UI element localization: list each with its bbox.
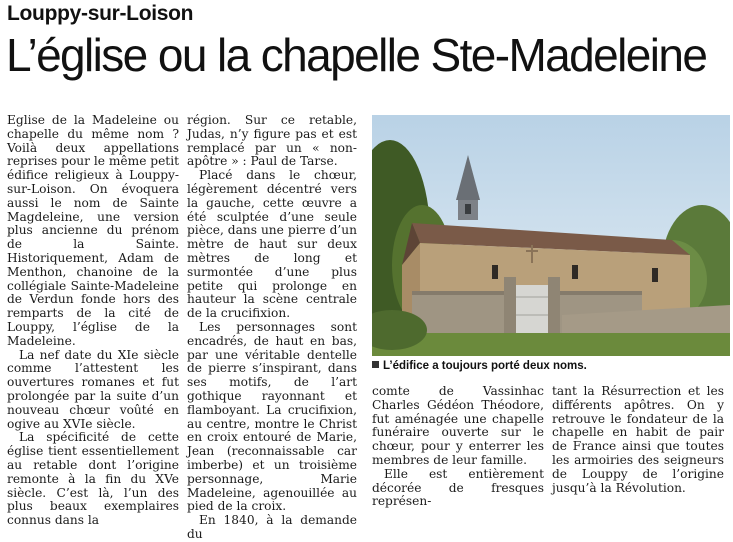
paragraph: Les personnages sont encadrés, de haut en bas, par une véritable dentelle de pierre s’inspirant, dans ses motifs, de l’art gothique rayonnant et flamboyant. La crucifixion, au centre, montre le Christ en croix entouré de Marie, Jean (reconnaissable car imberbe) et un troisième personnage, Marie Madeleine, agenouillée au pied de la croix. [187,319,357,514]
bell-tower-window [465,204,471,214]
paragraph: comte de Vassinhac Charles Gédéon Théodore, fut aménagée une chapelle funéraire ouverte sur le chœur, pour y enterrer les membres de leur famille. [372,384,544,467]
paragraph: région. Sur ce retable, Judas, n’y figure pas et est remplacé par un « non-apôtre » : Paul de Tarse. [187,113,357,169]
caption-square-icon [372,361,379,368]
section-kicker: Louppy-sur-Loison [7,2,194,25]
article-column-2 [187,114,357,542]
chapel-photo [372,115,730,356]
article-headline: L’église ou la chapelle Ste-Madeleine [6,29,707,81]
paragraph: La spécificité de cette église tient essentiellement au retable dont l’origine remonte à la fin du XVe siècle. C’est là, l’un des plus beaux exemplaires connus dans la [7,430,179,528]
paragraph: tant la Résurrection et les différents apôtres. On y retrouve le fondateur de la chapelle en habit de pair de France ainsi que toutes les armoiries des seigneurs de Louppy de l’origine jusqu’à la Révolution. [552,384,724,495]
article-column-1 [7,114,179,528]
gate-door [516,285,548,337]
chapel-window [492,265,498,279]
grass [372,333,730,356]
paragraph: La nef date du XIe siècle comme l’attestent les ouvertures romanes et fut prolongée par la suite d’un nouveau chœur voûté en ogive au XVIe siècle. [7,347,179,431]
gate-pillar [504,277,516,337]
chapel-window [652,268,658,282]
article-column-4 [552,385,724,495]
photo-caption [372,360,730,372]
article-column-3 [372,385,544,509]
chapel-window [572,265,578,279]
paragraph: Eglise de la Madeleine ou chapelle du même nom ? Voilà deux appellations reprises pour le même petit édifice religieux à Louppy-sur-Loison. On évoquera aussi le nom de Sainte Magdeleine, une version plus ancienne du prénom de la Sainte. Historiquement, Adam de Menthon, chanoine de la collégiale Sainte-Madeleine de Verdun fonde hors des remparts de la cité de Louppy, l’église de la Madeleine. [7,113,179,348]
caption-text: L’édifice a toujours porté deux noms. [383,360,587,372]
paragraph: En 1840, à la demande du [187,513,357,541]
paragraph: Elle est entièrement décorée de fresques représen- [372,466,544,509]
gate-pillar [548,277,560,337]
paragraph: Placé dans le chœur, légèrement décentré vers la gauche, cette œuvre a été sculptée d’une seule pièce, dans une pierre d’un mètre de haut sur deux mètres de long et surmontée d’une plus petite qui prolonge en hauteur la scène centrale de la crucifixion. [187,168,357,321]
